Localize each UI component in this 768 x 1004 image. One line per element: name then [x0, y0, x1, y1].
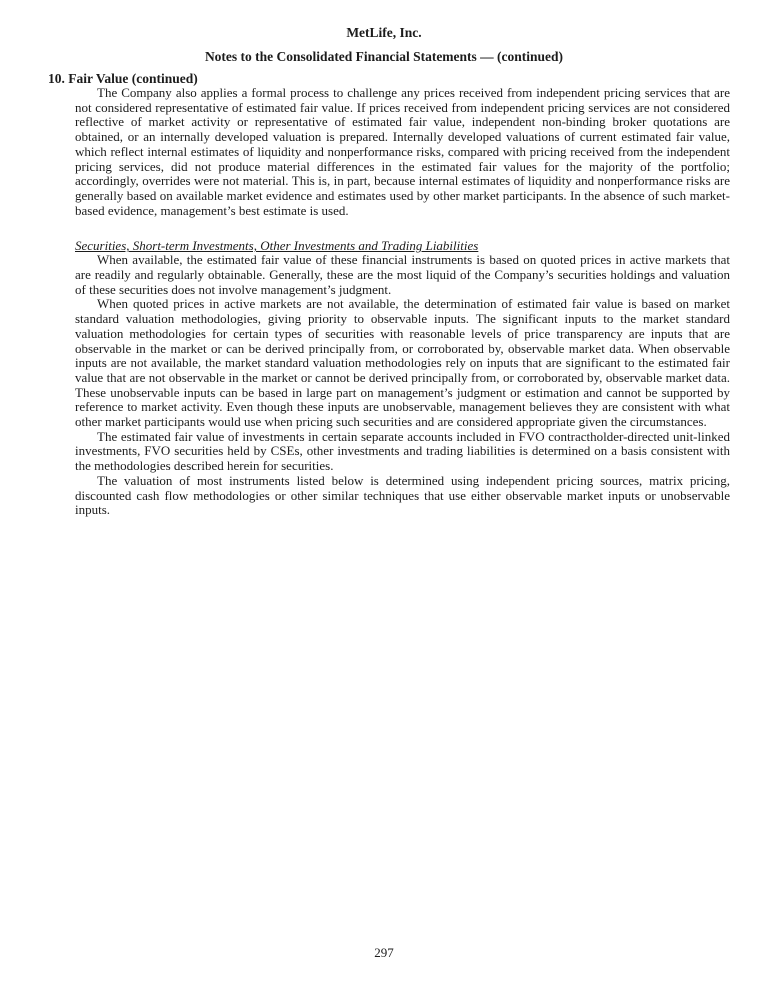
note-section-heading: 10. Fair Value (continued): [48, 71, 198, 86]
paragraph-quoted-prices-not-available: When quoted prices in active markets are not available, the determination of estimated fair value is based on market standard valuation methodologies, giving priority to observable inputs. The significant inputs to the market standard valuation methodologies for certain types of securities with reasonable levels of price transparency are inputs that are observable in the market or can be derived principally from, or corroborated by, observable market data. When observable inputs are not available, the market standard valuation methodologies rely on inputs that are significant to the estimated fair value that are not observable in the market or cannot be derived principally from, or corroborated by, observable market data. These unobservable inputs can be based in large part on management’s judgment or estimation and cannot be supported by reference to market activity. Even though these inputs are unobservable, management believes they are consistent with what other market participants would use when pricing such securities and are considered appropriate given the circumstances.: [75, 296, 730, 430]
document-header: [0, 25, 768, 64]
document-subtitle: Notes to the Consolidated Financial Statements — (continued): [204, 49, 564, 64]
paragraph-quoted-prices-available: When available, the estimated fair value of these financial instruments is based on quoted prices in active markets that are readily and regularly obtainable. Generally, these are the most liquid of the Company’s securities holdings and valuation of these securities does not involve management’s judgment.: [75, 252, 730, 297]
page-footer: [0, 946, 768, 960]
paragraph-separate-accounts-fvo: The estimated fair value of investments in certain separate accounts included in FVO contractholder-directed unit-linked investments, FVO securities held by CSEs, other investments and trading liabilities is determined on a basis consistent with the methodologies described herein for securities.: [75, 428, 730, 474]
subsection-heading-securities: Securities, Short-term Investments, Other Investments and Trading Liabilities: [75, 238, 479, 254]
paragraph-pricing-challenge-process: The Company also applies a formal process to challenge any prices received from independent pricing services that are not considered representative of estimated fair value. If prices received from independent pricing services are not considered reflective of market activity or representative of estimated fair value, independent non-binding broker quotations are obtained, or an internally developed valuation is prepared. Internally developed valuations of current estimated fair value, which reflect internal estimates of liquidity and nonperformance risks, compared with pricing received from the independent pricing services, did not produce material differences in the estimated fair values for the majority of the portfolio; accordingly, overrides were not material. This is, in part, because internal estimates of liquidity and nonperformance risks are generally based on available market evidence and estimates used by other market participants. In the absence of such market-based evidence, management’s best estimate is used.: [75, 85, 730, 218]
page-number: 297: [374, 945, 394, 960]
paragraph-valuation-techniques: The valuation of most instruments listed below is determined using independent pricing sources, matrix pricing, discounted cash flow methodologies or other similar techniques that use either observable market inputs or unobservable inputs.: [75, 472, 730, 518]
company-title: MetLife, Inc.: [346, 25, 422, 40]
